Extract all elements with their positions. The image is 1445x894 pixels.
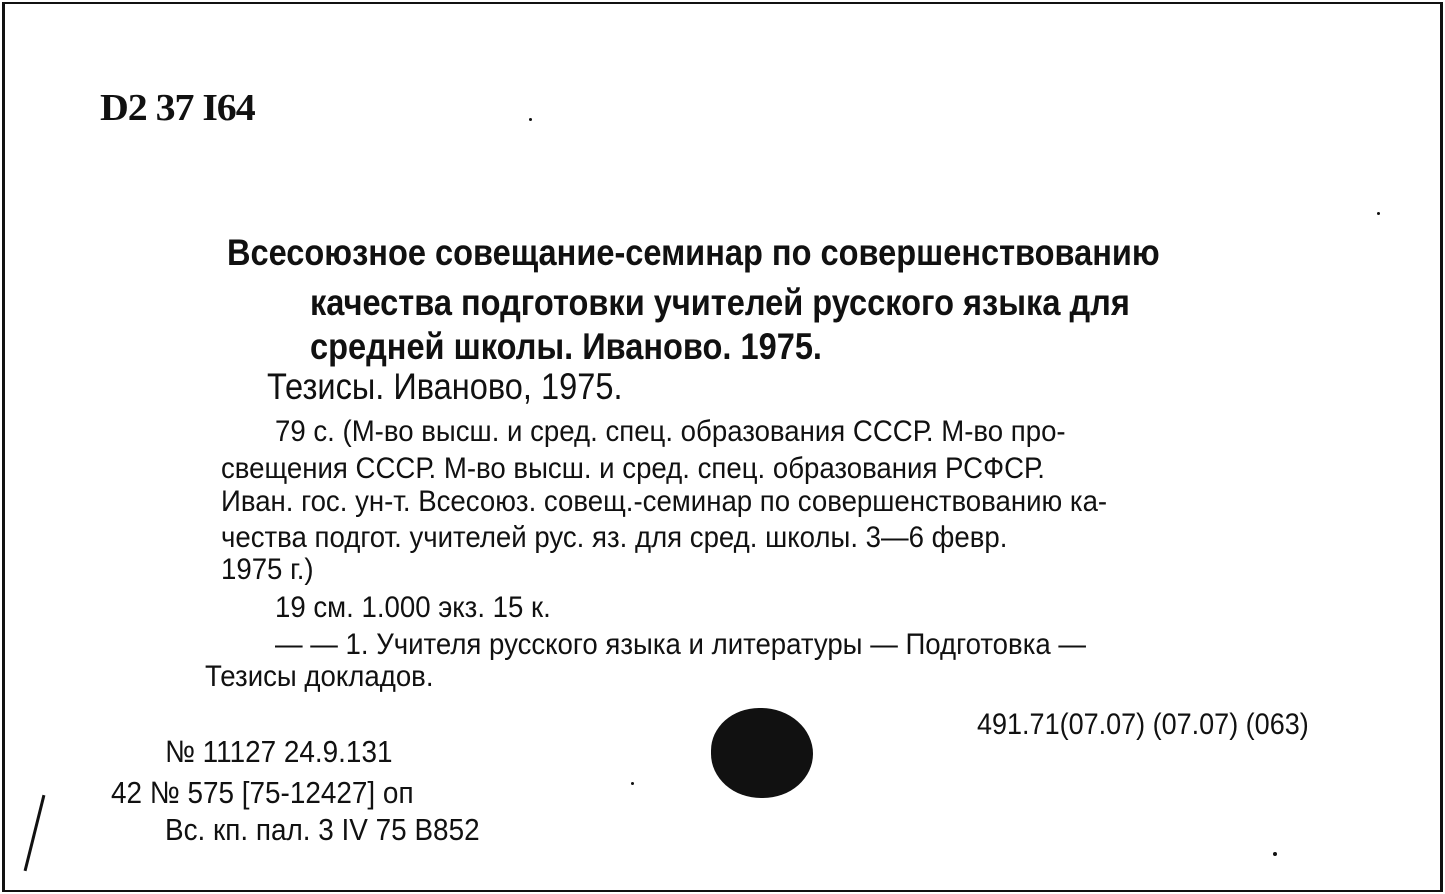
number-line-3: Вс. кп. пал. 3 IV 75 В852 (165, 812, 480, 847)
punch-hole (711, 708, 813, 798)
card-code: D2 37 I64 (100, 87, 255, 129)
subject-heading-line-2: Тезисы докладов. (205, 660, 434, 693)
pen-mark (24, 795, 46, 871)
speck (529, 118, 532, 121)
speck (1377, 212, 1380, 215)
title-line-1: Всесоюзное совещание-семинар по совершенствованию (227, 232, 1160, 273)
speck (631, 782, 634, 785)
physical-description: 19 см. 1.000 экз. 15 к. (275, 591, 551, 624)
body-line-4: чества подгот. учителей рус. яз. для сред. школы. 3—6 февр. (221, 521, 1008, 554)
title-line-2: качества подготовки учителей русского языка для (310, 282, 1130, 323)
catalog-card (2, 2, 1443, 892)
body-line-2: свещения СССР. М-во высш. и сред. спец. образования РСФСР. (221, 452, 1045, 485)
number-line-1: № 11127 24.9.131 (165, 734, 393, 769)
subtitle: Тезисы. Иваново, 1975. (267, 366, 623, 407)
udc-classification: 491.71(07.07) (07.07) (063) (977, 708, 1309, 741)
number-line-2: 42 № 575 [75-12427] оп (111, 775, 414, 810)
subject-heading-line-1: — — 1. Учителя русского языка и литературы — Подготовка — (275, 628, 1086, 661)
body-line-5: 1975 г.) (221, 553, 314, 586)
speck (1273, 852, 1277, 856)
title-line-3: средней школы. Иваново. 1975. (310, 326, 822, 367)
body-line-1: 79 с. (М-во высш. и сред. спец. образования СССР. М-во про- (275, 415, 1066, 448)
body-line-3: Иван. гос. ун-т. Всесоюз. совещ.-семинар по совершенствованию ка- (221, 485, 1108, 518)
